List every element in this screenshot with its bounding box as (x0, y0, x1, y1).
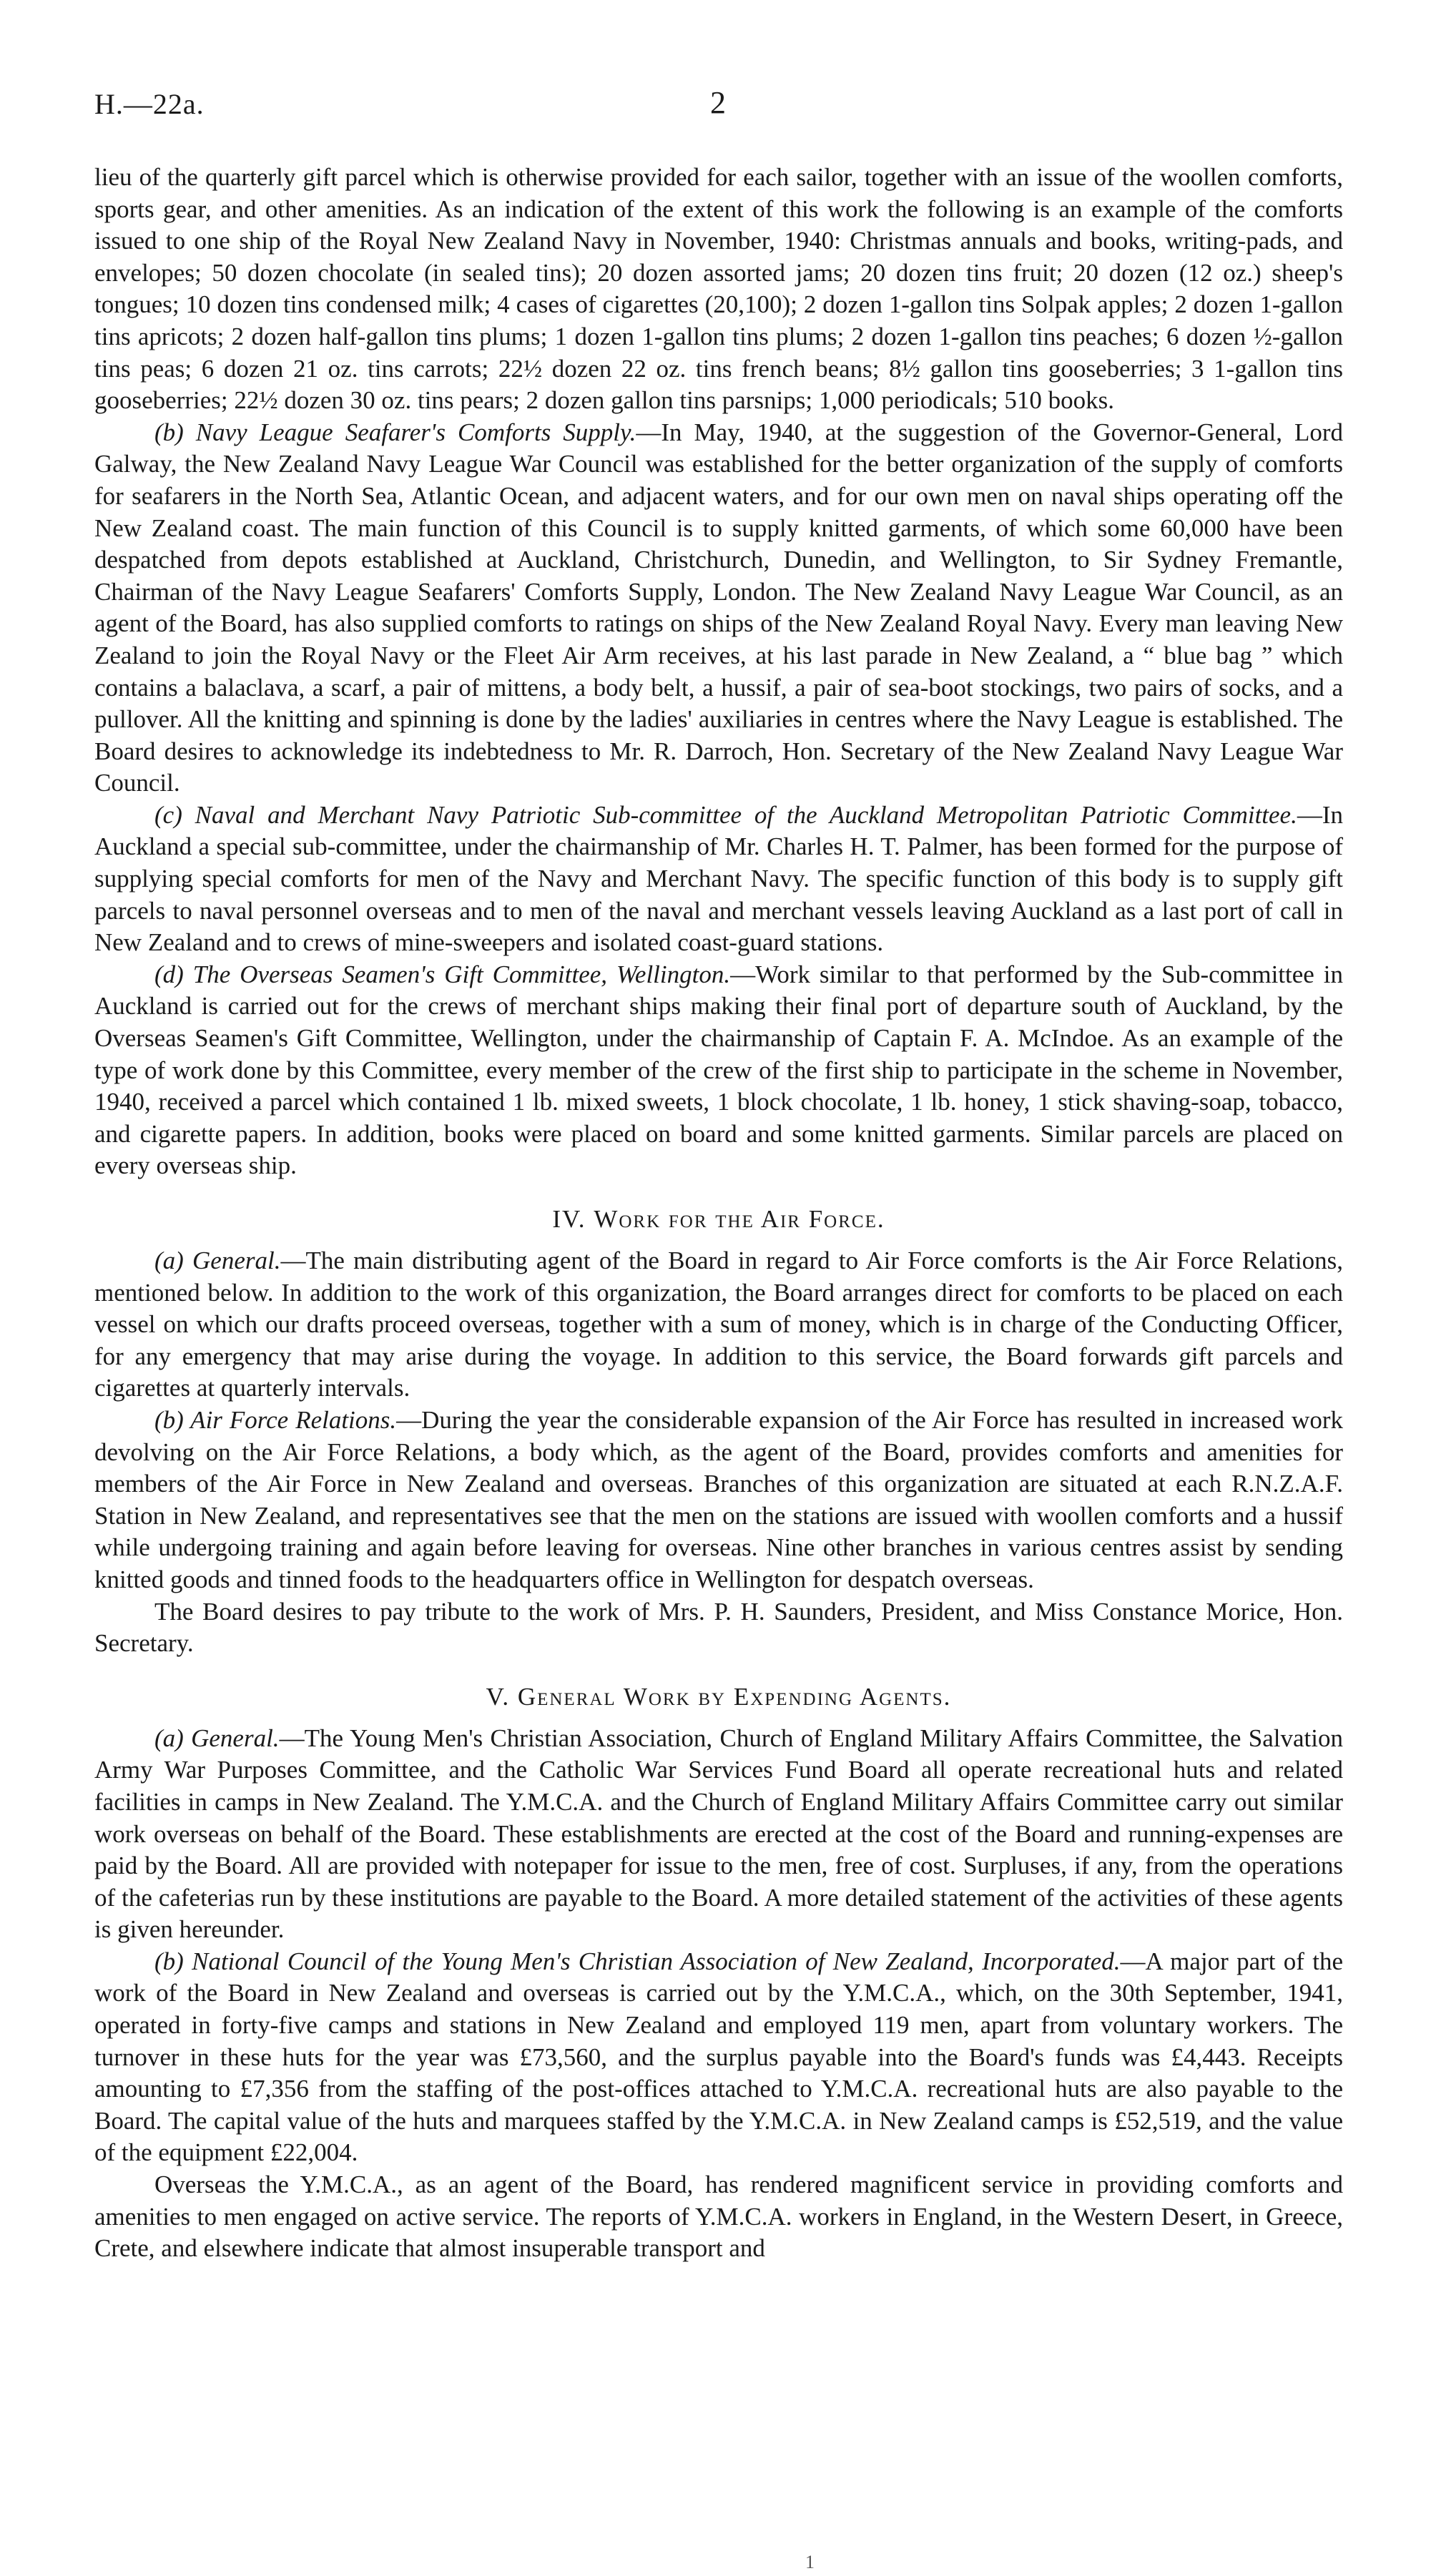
paragraph-label: (b) Air Force Relations. (154, 1405, 397, 1434)
paragraph-text: —A major part of the work of the Board in New Zealand and overseas is carried out by the Y.M.C.A., which, on the 30th September, 1941, operated in forty-five camps and stations in New Zealand and employed 119 men, apart from voluntary workers. The turnover in these huts for the year was £73,560, and the surplus payable into the Board's funds was £4,443. Receipts amounting to £7,356 from the staffing of the post-offices attached to Y.M.C.A. recreational huts are also payable to the Board. The capital value of the huts and marquees staffed by the Y.M.C.A. in New Zealand camps is £52,519, and the value of the equipment £22,004. (94, 1947, 1343, 2167)
paragraph-ymca (94, 1946, 1343, 2169)
paragraph-continuation: lieu of the quarterly gift parcel which is otherwise provided for each sailor, together with an issue of the woollen comforts, sports gear, and other amenities. As an indication of the extent of this work the following is an example of the comforts issued to one ship of the Royal New Zealand Navy in November, 1940: Christmas annuals and books, writing-pads, and envelopes; 50 dozen chocolate (in sealed tins); 20 dozen assorted jams; 20 dozen tins fruit; 20 dozen (12 oz.) sheep's tongues; 10 dozen tins condensed milk; 4 cases of cigarettes (20,100); 2 dozen 1-gallon tins Solpak apples; 2 dozen 1-gallon tins apricots; 2 dozen half-gallon tins plums; 1 dozen 1-gallon tins plums; 2 dozen 1-gallon tins peaches; 6 dozen ½-gallon tins peas; 6 dozen 21 oz. tins carrots; 22½ dozen 22 oz. tins french beans; 8½ gallon tins gooseberries; 3 1-gallon tins gooseberries; 22½ dozen 30 oz. tins pears; 2 dozen gallon tins parsnips; 1,000 periodicals; 510 books. (94, 163, 1343, 415)
paragraph-ymca-overseas: Overseas the Y.M.C.A., as an agent of the Board, has rendered magnificent service in providing comforts and amenities to men engaged on active service. The reports of Y.M.C.A. workers in England, in the Western Desert, in Greece, Crete, and elsewhere indicate that almost insuperable transport and (94, 2171, 1343, 2263)
paragraph-label: (b) National Council of the Young Men's Christian Association of New Zealand, Incorporated. (154, 1947, 1121, 1975)
section-number: IV. (552, 1205, 586, 1233)
document-code: H.—22a. (94, 88, 205, 120)
paragraph-agents-general (94, 1723, 1343, 1946)
paragraph-seamens-gift-committee (94, 959, 1343, 1182)
paragraph-text: —Work similar to that performed by the Sub-committee in Auckland is carried out for the crews of merchant ships making their final port of departure south of Auckland, by the Overseas Seamen's Gift Committee, Wellington, under the chairmanship of Captain F. A. McIndoe. As an example of the type of work done by this Committee, every member of the crew of the first ship to participate in the scheme in November, 1940, received a parcel which contained 1 lb. mixed sweets, 1 block chocolate, 1 lb. honey, 1 stick shaving-soap, tobacco, and cigarette papers. In addition, books were placed on board and some knitted garments. Similar parcels are placed on every overseas ship. (94, 960, 1344, 1180)
paragraph-label: (a) General. (154, 1247, 281, 1274)
paragraph-label: (a) General. (154, 1724, 280, 1752)
paragraph-text: —In Auckland a special sub-committee, under the chairmanship of Mr. Charles H. T. Palmer, has been formed for the purpose of supplying special comforts for men of the Navy and Merchant Navy. The specific function of this body is to supply gift parcels to naval personnel overseas and to men of the naval and merchant vessels leaving Auckland as a last port of call in New Zealand and to crews of mine-sweepers and isolated coast-guard stations. (94, 800, 1343, 957)
paragraph-tribute: The Board desires to pay tribute to the work of Mrs. P. H. Saunders, President, and Miss Constance Morice, Hon. Secretary. (94, 1597, 1343, 1658)
page-number: 2 (710, 85, 726, 120)
paragraph-label: (c) Naval and Merchant Navy Patriotic Sub-committee of the Auckland Metropolitan Patriotic Committee. (154, 800, 1297, 829)
paragraph-text: —The main distributing agent of the Board in regard to Air Force comforts is the Air Force Relations, mentioned below. In addition to the work of this organization, the Board arranges direct for comforts to be placed on each vessel on which our drafts proceed overseas, together with a sum of money, which is in charge of the Conducting Officer, for any emergency that may arise during the voyage. In addition to this service, the Board forwards gift parcels and cigarettes at quarterly intervals. (94, 1247, 1343, 1402)
paragraph-label: (b) Navy League Seafarer's Comforts Supply. (154, 418, 636, 446)
paragraph-text: —In May, 1940, at the suggestion of the Governor-General, Lord Galway, the New Zealand Navy League War Council was established for the better organization of the supply of comforts for seafarers in the North Sea, Atlantic Ocean, and adjacent waters, and for our own men on naval ships operating off the New Zealand coast. The main function of this Council is to supply knitted garments, of which some 60,000 have been despatched from depots established at Auckland, Christchurch, Dunedin, and Wellington, to Sir Sydney Fremantle, Chairman of the Navy League Seafarers' Comforts Supply, London. The New Zealand Navy League War Council, as an agent of the Board, has also supplied comforts to ratings on ships of the New Zealand Royal Navy. Every man leaving New Zealand to join the Royal Navy or the Fleet Air Arm receives, at his last parade in New Zealand, a “ blue bag ” which contains a balaclava, a scarf, a pair of mittens, a body belt, a hussif, a pair of sea-boot stockings, two pairs of socks, and a pullover. All the knitting and spinning is done by the ladies' auxiliaries in centres where the Navy League is established. The Board desires to acknowledge its indebtedness to Mr. R. Darroch, Hon. Secretary of the New Zealand Navy League War Council. (94, 418, 1343, 797)
footer-mark: 1 (805, 2552, 815, 2572)
section-heading-expending-agents (94, 1681, 1343, 1713)
section-title: Work for the Air Force. (594, 1205, 885, 1233)
paragraph-auckland-subcommittee (94, 800, 1343, 959)
paragraph-air-force-relations (94, 1405, 1343, 1596)
section-number: V. (486, 1682, 511, 1711)
section-title: General Work by Expending Agents. (517, 1682, 952, 1711)
paragraph-label: (d) The Overseas Seamen's Gift Committee, Wellington. (154, 960, 731, 988)
page-header (94, 87, 1342, 130)
section-heading-air-force (94, 1204, 1343, 1235)
paragraph-air-general (94, 1245, 1343, 1405)
paragraph-navy-league (94, 417, 1343, 800)
paragraph-text: —During the year the considerable expansion of the Air Force has resulted in increased work devolving on the Air Force Relations, a body which, as the agent of the Board, provides comforts and amenities for members of the Air Force in New Zealand and overseas. Branches of this organization are situated at each R.N.Z.A.F. Station in New Zealand, and representatives see that the men on the stations are issued with woollen comforts and a hussif while undergoing training and again before leaving for overseas. Nine other branches in various centres assist by sending knitted goods and tinned foods to the headquarters office in Wellington for despatch overseas. (94, 1405, 1343, 1593)
body-text (94, 162, 1343, 2265)
paragraph-text: —The Young Men's Christian Association, Church of England Military Affairs Committee, the Salvation Army War Purposes Committee, and the Catholic War Services Fund Board all operate recreational huts and related facilities in camps in New Zealand. The Y.M.C.A. and the Church of England Military Affairs Committee carry out similar work overseas on behalf of the Board. These establishments are erected at the cost of the Board and running-expenses are paid by the Board. All are provided with notepaper for issue to the men, free of cost. Surpluses, if any, from the operations of the cafeterias run by these institutions are payable to the Board. A more detailed statement of the activities of these agents is given hereunder. (94, 1724, 1343, 1944)
